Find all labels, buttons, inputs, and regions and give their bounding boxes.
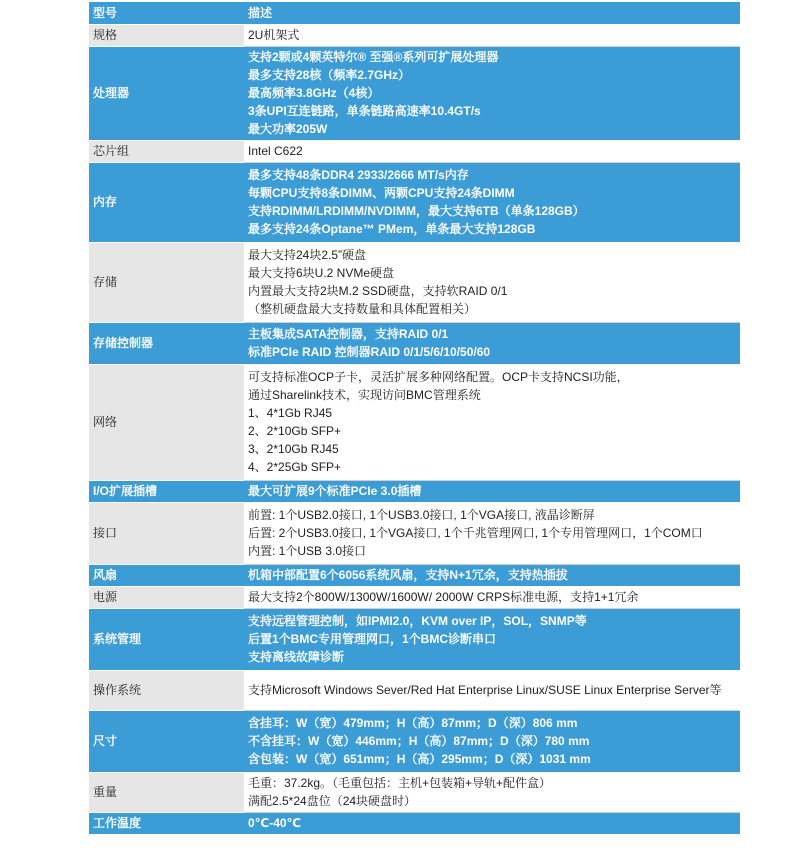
spec-value-line: 最多支持28核（频率2.7GHz） bbox=[248, 68, 411, 82]
spec-value bbox=[244, 322, 740, 364]
table-row bbox=[89, 480, 740, 502]
spec-label: 尺寸 bbox=[89, 710, 244, 772]
spec-value-line: 支持Microsoft Windows Sever/Red Hat Enterprise Linux/SUSE Linux Enterprise Server等 bbox=[248, 683, 722, 697]
spec-value bbox=[244, 502, 740, 564]
spec-value bbox=[244, 480, 740, 502]
spec-value bbox=[244, 24, 740, 46]
table-row bbox=[89, 322, 740, 364]
spec-value-line: 最大支持2个800W/1300W/1600W/ 2000W CRPS标准电源，支持1+1冗余 bbox=[248, 590, 639, 604]
table-body bbox=[89, 24, 740, 834]
spec-value-line: 可支持标准OCP子卡，灵活扩展多种网络配置。OCP卡支持NCSI功能， bbox=[248, 370, 629, 384]
table-row bbox=[89, 24, 740, 46]
table-row bbox=[89, 364, 740, 480]
spec-value-line: 标准PCIe RAID 控制器RAID 0/1/5/6/10/50/60 bbox=[248, 345, 491, 359]
table-row bbox=[89, 586, 740, 608]
spec-label: 网络 bbox=[89, 364, 244, 480]
spec-value bbox=[244, 772, 740, 812]
spec-label: 芯片组 bbox=[89, 140, 244, 162]
spec-label: I/O扩展插槽 bbox=[89, 480, 244, 502]
spec-value-line: 最大支持24块2.5”硬盘 bbox=[248, 248, 367, 262]
table-row bbox=[89, 564, 740, 586]
spec-value-line: 3条UPI互连链路，单条链路高速率10.4GT/s bbox=[248, 104, 481, 118]
spec-value-line: 内置最大支持2块M.2 SSD硬盘，支持软RAID 0/1 bbox=[248, 284, 508, 298]
spec-table bbox=[89, 2, 740, 835]
spec-label: 系统管理 bbox=[89, 608, 244, 670]
spec-value-line: 满配2.5*24盘位（24块硬盘时） bbox=[248, 794, 417, 808]
table-row bbox=[89, 46, 740, 140]
spec-value-line: 后置: 2个USB3.0接口, 1个VGA接口, 1个千兆管理网口, 1个专用管理网口，1个COM口 bbox=[248, 526, 703, 540]
spec-value-line: 每颗CPU支持8条DIMM、两颗CPU支持24条DIMM bbox=[248, 186, 515, 200]
spec-label: 接口 bbox=[89, 502, 244, 564]
spec-label: 重量 bbox=[89, 772, 244, 812]
spec-label: 处理器 bbox=[89, 46, 244, 140]
spec-value bbox=[244, 710, 740, 772]
spec-value-line: 最大可扩展9个标准PCIe 3.0插槽 bbox=[248, 484, 422, 498]
table-header-row bbox=[89, 2, 740, 24]
spec-value bbox=[244, 812, 740, 834]
table-row bbox=[89, 140, 740, 162]
spec-value bbox=[244, 670, 740, 710]
spec-label: 电源 bbox=[89, 586, 244, 608]
table-row bbox=[89, 162, 740, 242]
spec-value-line: Intel C622 bbox=[248, 144, 303, 158]
spec-value bbox=[244, 46, 740, 140]
spec-label: 操作系统 bbox=[89, 670, 244, 710]
spec-label: 内存 bbox=[89, 162, 244, 242]
spec-value bbox=[244, 564, 740, 586]
spec-value-line: 1、4*1Gb RJ45 bbox=[248, 406, 333, 420]
spec-label: 存储 bbox=[89, 242, 244, 322]
spec-value-line: 含包装：W（宽）651mm；H（高）295mm；D（深）1031 mm bbox=[248, 752, 591, 766]
table-row bbox=[89, 502, 740, 564]
spec-value bbox=[244, 586, 740, 608]
spec-value-line: 2U机架式 bbox=[248, 28, 300, 42]
spec-label: 工作温度 bbox=[89, 812, 244, 834]
spec-value-line: 最高频率3.8GHz（4核） bbox=[248, 86, 380, 100]
spec-label: 规格 bbox=[89, 24, 244, 46]
spec-value-line: 主板集成SATA控制器，支持RAID 0/1 bbox=[248, 327, 449, 341]
spec-value-line: 含挂耳：W（宽）479mm；H（高）87mm；D（深）806 mm bbox=[248, 716, 578, 730]
spec-value-line: 最多支持48条DDR4 2933/2666 MT/s内存 bbox=[248, 168, 469, 182]
spec-value-line: 内置: 1个USB 3.0接口 bbox=[248, 544, 367, 558]
spec-value-line: 最大功率205W bbox=[248, 122, 328, 136]
table-row bbox=[89, 772, 740, 812]
spec-value-line: 通过Sharelink技术，实现访问BMC管理系统 bbox=[248, 388, 481, 402]
spec-label: 风扇 bbox=[89, 564, 244, 586]
spec-value-line: 支持RDIMM/LRDIMM/NVDIMM，最大支持6TB（单条128GB） bbox=[248, 204, 585, 218]
table-row bbox=[89, 608, 740, 670]
spec-value bbox=[244, 608, 740, 670]
spec-value-line: 机箱中部配置6个6056系统风扇，支持N+1冗余，支持热插拔 bbox=[248, 568, 568, 582]
spec-label: 存储控制器 bbox=[89, 322, 244, 364]
spec-value-line: 支持远程管理控制，如IPMI2.0，KVM over IP，SOL，SNMP等 bbox=[248, 614, 587, 628]
spec-value bbox=[244, 162, 740, 242]
spec-value-line: 3、2*10Gb RJ45 bbox=[248, 442, 339, 456]
spec-value-line: 最大支持6块U.2 NVMe硬盘 bbox=[248, 266, 395, 280]
spec-value-line: 毛重：37.2kg。（毛重包括：主机+包装箱+导轨+配件盒） bbox=[248, 776, 552, 790]
spec-value-line: 最多支持24条Optane™ PMem，单条最大支持128GB bbox=[248, 222, 536, 236]
spec-value-line: 支持离线故障诊断 bbox=[248, 650, 345, 664]
spec-value-line: 0℃-40℃ bbox=[248, 816, 302, 830]
spec-value-line: 4、2*25Gb SFP+ bbox=[248, 460, 342, 474]
spec-value-line: 2、2*10Gb SFP+ bbox=[248, 424, 342, 438]
table-row bbox=[89, 670, 740, 710]
spec-value-line: （整机硬盘最大支持数量和具体配置相关） bbox=[248, 302, 477, 316]
header-model: 型号 bbox=[89, 2, 244, 24]
spec-value bbox=[244, 242, 740, 322]
spec-value bbox=[244, 364, 740, 480]
header-description: 描述 bbox=[244, 2, 740, 24]
spec-value bbox=[244, 140, 740, 162]
spec-value-line: 支持2颗或4颗英特尔® 至强®系列可扩展处理器 bbox=[248, 50, 499, 64]
spec-value-line: 不含挂耳：W（宽）446mm；H（高）87mm；D（深）780 mm bbox=[248, 734, 590, 748]
spec-value-line: 后置1个BMC专用管理网口，1个BMC诊断串口 bbox=[248, 632, 497, 646]
table-row bbox=[89, 710, 740, 772]
spec-value-line: 前置: 1个USB2.0接口, 1个USB3.0接口, 1个VGA接口, 液晶诊断屏 bbox=[248, 508, 595, 522]
table-row bbox=[89, 242, 740, 322]
table-row bbox=[89, 812, 740, 834]
